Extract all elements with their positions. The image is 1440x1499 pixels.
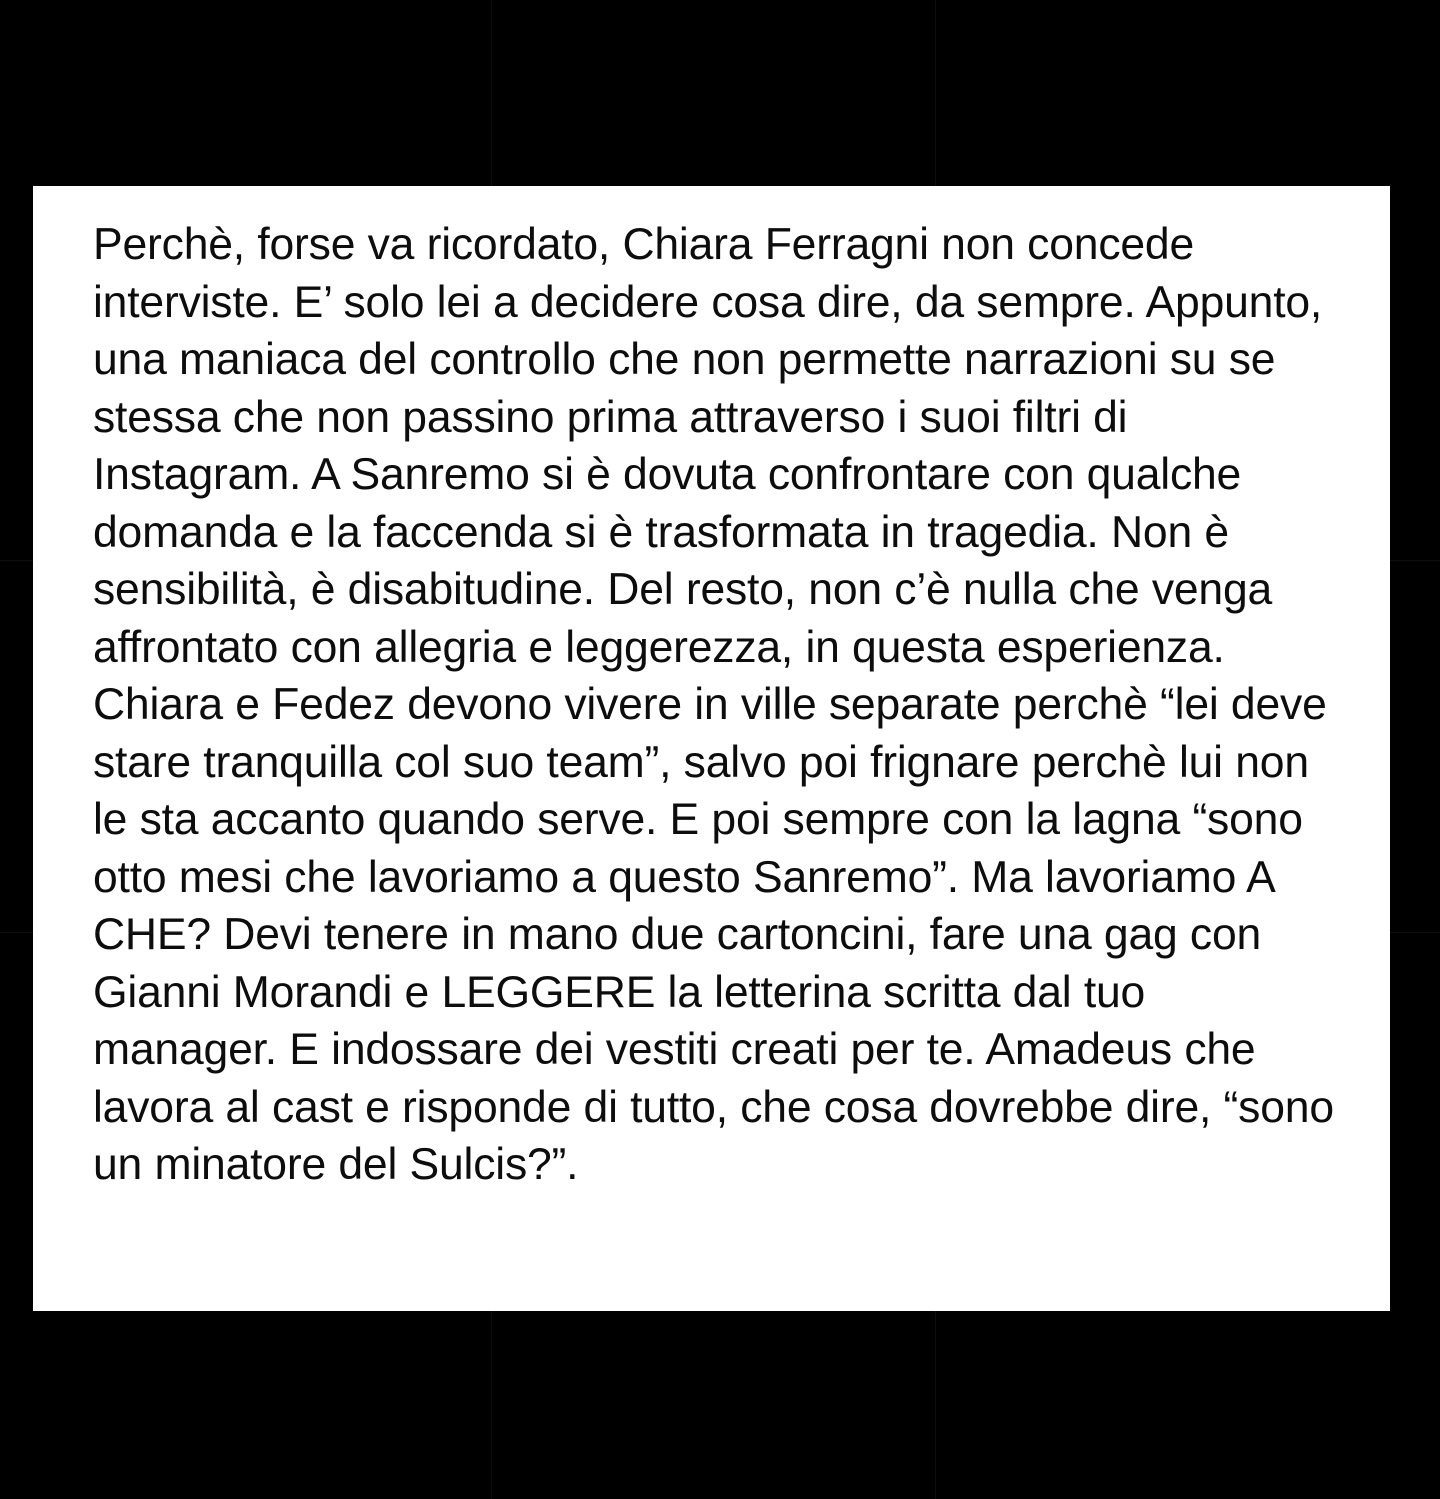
text-card [33,186,1390,1311]
article-paragraph: Perchè, forse va ricordato, Chiara Ferragni non concede interviste. E’ solo lei a decidere cosa dire, da sempre. Appunto, una maniaca del controllo che non permette narrazioni su se stessa che non passino prima attraverso i suoi filtri di Instagram. A Sanremo si è dovuta confrontare con qualche domanda e la faccenda si è trasformata in tragedia. Non è sensibilità, è disabitudine. Del resto, non c’è nulla che venga affrontato con allegria e leggerezza, in questa esperienza. Chiara e Fedez devono vivere in ville separate perchè “lei deve stare tranquilla col suo team”, salvo poi frignare perchè lui non le sta accanto quando serve. E poi sempre con la lagna “sono otto mesi che lavoriamo a questo Sanremo”. Ma lavoriamo A CHE? Devi tenere in mano due cartoncini, fare una gag con Gianni Morandi e LEGGERE la letterina scritta dal tuo manager. E indossare dei vestiti creati per te. Amadeus che lavora al cast e risponde di tutto, che cosa dovrebbe dire, “sono un minatore del Sulcis?”. [93,220,1347,1189]
